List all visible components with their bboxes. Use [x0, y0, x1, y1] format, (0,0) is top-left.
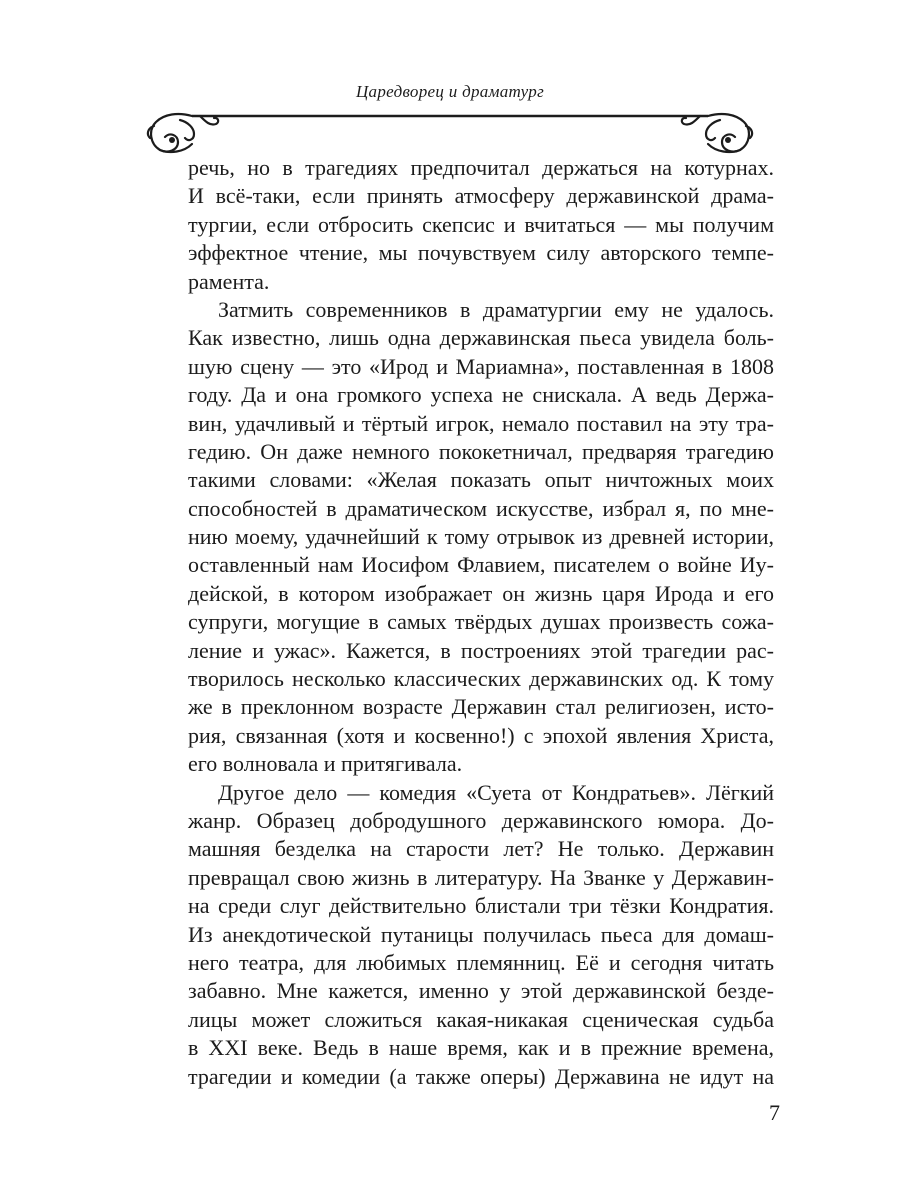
text-line: трагедии и комедии (а также оперы) Державина не идут на [188, 1063, 774, 1089]
text-line: жанр. Образец добродушного державинского юмора. До- [188, 807, 774, 833]
text-line: такими словами: «Желая показать опыт ничтожных моих [188, 467, 774, 493]
text-line: Затмить современников в драматургии ему не удалось. [218, 296, 774, 322]
text-line: его волновала и притягивала. [188, 751, 463, 777]
text-line: эффектное чтение, мы почувствуем силу авторского темпе- [188, 240, 774, 266]
text-line: шую сцену — это «Ирод и Мариамна», поставленная в 1808 [188, 353, 774, 379]
text-line: Из анекдотической путаницы получилась пьеса для домаш- [188, 921, 774, 947]
text-line: забавно. Мне кажется, именно у этой державинской безде- [188, 978, 774, 1004]
text-line: речь, но в трагедиях предпочитал держаться на котурнах. [188, 155, 774, 180]
text-line: превращал свою жизнь в литературу. На Званке у Державин- [188, 864, 774, 890]
text-line: Как известно, лишь одна державинская пьеса увидела боль- [188, 325, 774, 351]
left-flourish-icon [148, 114, 218, 152]
text-line: же в преклонном возрасте Державин стал религиозен, исто- [188, 694, 774, 720]
text-line: ление и ужас». Кажется, в построениях этой трагедии рас- [188, 637, 774, 663]
header-ornament [140, 104, 760, 160]
text-line: дейской, в котором изображает он жизнь царя Ирода и его [188, 580, 774, 606]
paragraph [188, 296, 774, 779]
text-line: рия, связанная (хотя и косвенно!) с эпохой явления Христа, [188, 722, 774, 748]
paragraph [188, 154, 774, 296]
text-line: рамента. [188, 268, 270, 294]
page-number: 7 [769, 1100, 780, 1125]
right-flourish-icon [682, 114, 752, 152]
text-line: гедию. Он даже немного пококетничал, предваряя трагедию [188, 438, 774, 464]
text-line: машняя безделка на старости лет? Не только. Державин [188, 836, 774, 862]
text-line: оставленный нам Иосифом Флавием, писателем о войне Иу- [188, 552, 774, 578]
text-line: вин, удачливый и тёртый игрок, немало поставил на эту тра- [188, 410, 774, 436]
text-line: году. Да и она громкого успеха не снискала. А ведь Держа- [188, 382, 774, 408]
text-line: лицы может сложиться какая-никакая сценическая судьба [188, 1006, 774, 1032]
running-head: Царедворец и драматург [355, 82, 545, 101]
body-text [188, 154, 774, 1091]
paragraph [188, 779, 774, 1091]
text-line: тургии, если отбросить скепсис и вчитаться — мы получим [188, 211, 774, 237]
text-line: в XXI веке. Ведь в наше время, как и в прежние времена, [188, 1035, 774, 1061]
text-line: Другое дело — комедия «Суета от Кондратьев». Лёгкий [218, 779, 774, 805]
text-line: него театра, для любимых племянниц. Её и сегодня читать [188, 949, 774, 975]
text-line: на среди слуг действительно блистали три тёзки Кондратия. [188, 893, 774, 919]
text-line: способностей в драматическом искусстве, избрал я, по мне- [188, 495, 774, 521]
text-line: супруги, могущие в самых твёрдых душах произвесть сожа- [188, 609, 774, 635]
text-line: нию моему, удачнейший к тому отрывок из древней истории, [188, 524, 774, 550]
text-line: творилось несколько классических державинских од. К тому [188, 666, 774, 692]
text-line: И всё-таки, если принять атмосферу державинской драма- [188, 183, 774, 209]
